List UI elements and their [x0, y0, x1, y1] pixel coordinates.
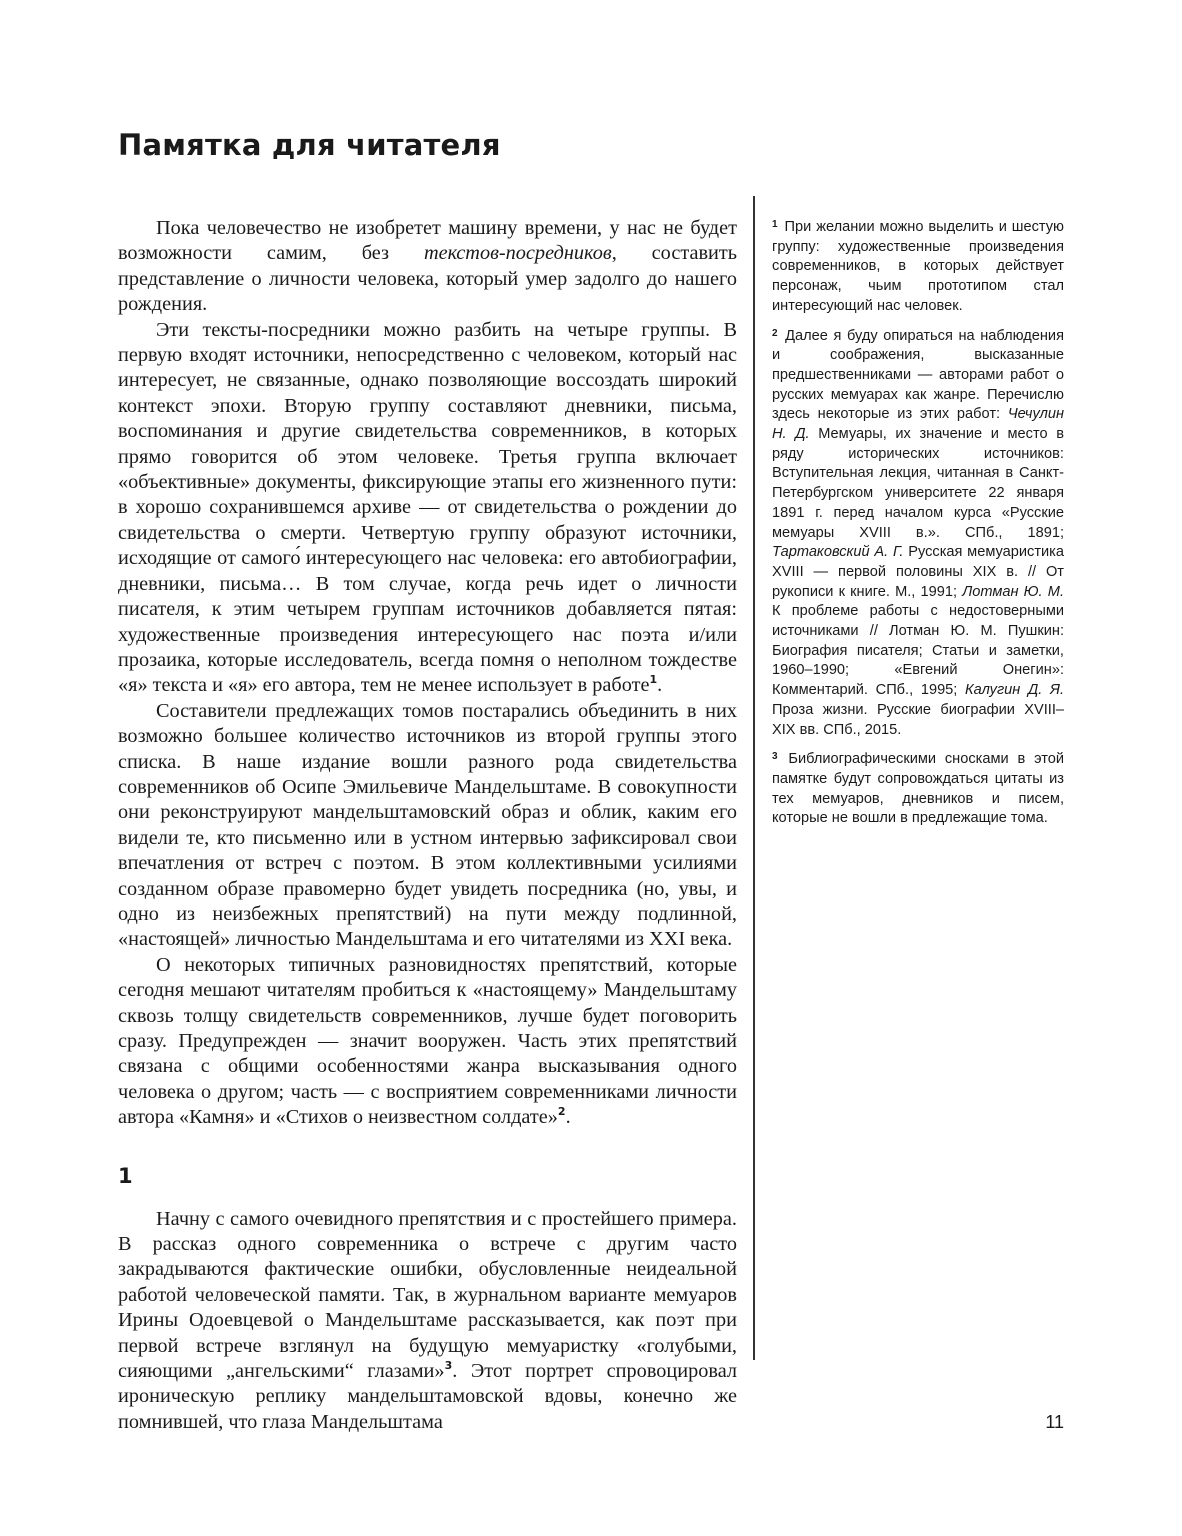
paragraph-4-end: .	[565, 1106, 571, 1129]
footnote-2-text-4: К проблеме работы с недостоверными источниками // Лотман Ю. М. Пушкин: Биография писателя; Статьи и заметки, 1960–1990; «Евгений Онегин»: Комментарий. СПб., 1995;	[772, 603, 1064, 699]
paragraph-2-text: Эти тексты-посредники можно разбить на четыре группы. В первую входят источники, непосредственно с человеком, который нас интересует, не связанные, однако позволяющие воссоздать широкий контекст эпохи. Вторую группу составляют дневники, письма, воспоминания и другие свидетельства современников, в которых прямо говорится об этом человеке. Третья группа включает «объективные» документы, фиксирующие этапы его жизненного пути: в хорошо сохранившемся архиве — от свидетельства о рождении до свидетельства о смерти. Четвертую группу образуют источники, исходящие от самого́ интересующего нас человека: его автобиографии, дневники, письма… В том случае, когда речь идет о личности писателя, к этим четырем группам источников добавляется пятая: художественные произведения интересующего нас поэта и/или прозаика, которые исследователь, всегда помня о неполном тождестве «я» текста и «я» его автора, тем не менее использует в работе	[118, 318, 737, 697]
footnote-ref-3[interactable]: 3	[444, 1359, 453, 1373]
footnote-2-text-5: Проза жизни. Русские биографии XVIII–XIX вв. СПб., 2015.	[772, 701, 1064, 738]
main-text-column	[118, 216, 737, 1435]
footnote-number-2: 2	[772, 327, 778, 339]
footnote-2-author-4: Калугин Д. Я.	[965, 682, 1065, 699]
footnote-ref-2[interactable]: 2	[557, 1105, 566, 1119]
paragraph-4-text: О некоторых типичных разновидностях препятствий, которые сегодня мешают читателям пробиться к «настоящему» Мандельштаму сквозь толщу свидетельств современников, лучше будет поговорить сразу. Предупрежден — значит вооружен. Часть этих препятствий связана с общими особенностями жанра высказывания одного человека о другом; часть — с восприятием современниками личности автора «Камня» и «Стихов о неизвестном солдате»	[118, 953, 737, 1129]
paragraph-1-text-start: Пока человечество не изобретет машину времени, у нас не будет возможности самим, без	[118, 217, 737, 265]
section-paragraph-text: Начну с самого очевидного препятствия и с простейшего примера. В рассказ одного современника о встрече с другим часто закрадываются фактические ошибки, обусловленные неидеальной работой человеческой памяти. Так, в журнальном варианте мемуаров Ирины Одоевцевой о Мандельштаме рассказывается, как поэт при первой встрече взглянул на будущую мемуаристку «голубыми, сияющими „ангельскими“ глазами»	[118, 1207, 737, 1383]
footnote-3-text: Библиографическими сносками в этой памятке будут сопровождаться цитаты из тех мемуаров, дневников и писем, которые не вошли в предлежащие тома.	[772, 751, 1064, 827]
section-number: 1	[118, 1163, 133, 1188]
footnote-2-text-3: Русская мемуаристика XVIII — первой половины XIX в. // От рукописи к книге. М., 1991;	[772, 544, 1064, 600]
footnote-2-author-2: Тартаковский А. Г.	[772, 544, 904, 561]
footnote-2-author-1: Чечулин Н. Д.	[772, 406, 1064, 443]
footnote-3	[772, 750, 1064, 829]
paragraph-1-text-end: , составить представление о личности человека, который умер задолго до нашего рождения.	[118, 242, 737, 316]
page-number: 11	[1045, 1412, 1064, 1432]
footnote-2-text-1: Далее я буду опираться на наблюдения и соображения, высказанные предшественниками — авторами работ о русских мемуарах как жанре. Перечислю здесь некоторые из этих работ:	[772, 327, 1064, 423]
paragraph-3	[118, 699, 737, 953]
paragraph-3-text: Составители предлежащих томов постарались объединить в них возможно большее количество источников из второй группы этого списка. В наше издание вошли разного рода свидетельства современников об Осипе Эмильевиче Мандельштаме. В совокупности они реконструируют мандельштамовский образ и облик, каким его видели те, кто письменно или в устном интервью зафиксировал свои впечатления от встреч с поэтом. В этом коллективными усилиями созданном образе правомерно будет увидеть посредника (но, увы, и одно из неизбежных препятствий) на пути между подлинной, «настоящей» личностью Мандельштама и его читателями из XXI века.	[118, 699, 737, 951]
footnote-1	[772, 218, 1064, 317]
footnote-2	[772, 327, 1064, 741]
footnote-1-text: При желании можно выделить и шестую группу: художественные произведения современников, в которых действует персонаж, чьим прототипом стал интересующий нас человек.	[772, 219, 1064, 314]
page-title: Памятка для читателя	[118, 128, 501, 162]
paragraph-2-end: .	[657, 674, 663, 697]
paragraph-4	[118, 953, 737, 1131]
paragraph-2	[118, 318, 737, 699]
footnote-number-3: 3	[772, 751, 778, 763]
section-paragraph	[118, 1207, 737, 1436]
footnote-ref-1[interactable]: 1	[649, 673, 658, 687]
footnote-2-author-3: Лотман Ю. М.	[962, 583, 1064, 600]
footnotes-column	[772, 218, 1064, 839]
section-paragraph-end: . Этот портрет спровоцировал ироническую реплику мандельштамовской вдовы, конечно же помнившей, что глаза Мандельштама	[118, 1360, 737, 1433]
paragraph-1	[118, 216, 737, 318]
column-divider	[753, 196, 755, 1360]
footnote-2-text-2: Мемуары, их значение и место в ряду исторических источников: Вступительная лекция, читанная в Санкт-Петербургском университете 22 января 1891 г. перед началом курса «Русские мемуары XVIII в.». СПб., 1891;	[772, 426, 1065, 541]
footnote-number-1: 1	[772, 219, 778, 230]
paragraph-1-italic-term: текстов-посредников	[423, 242, 612, 265]
